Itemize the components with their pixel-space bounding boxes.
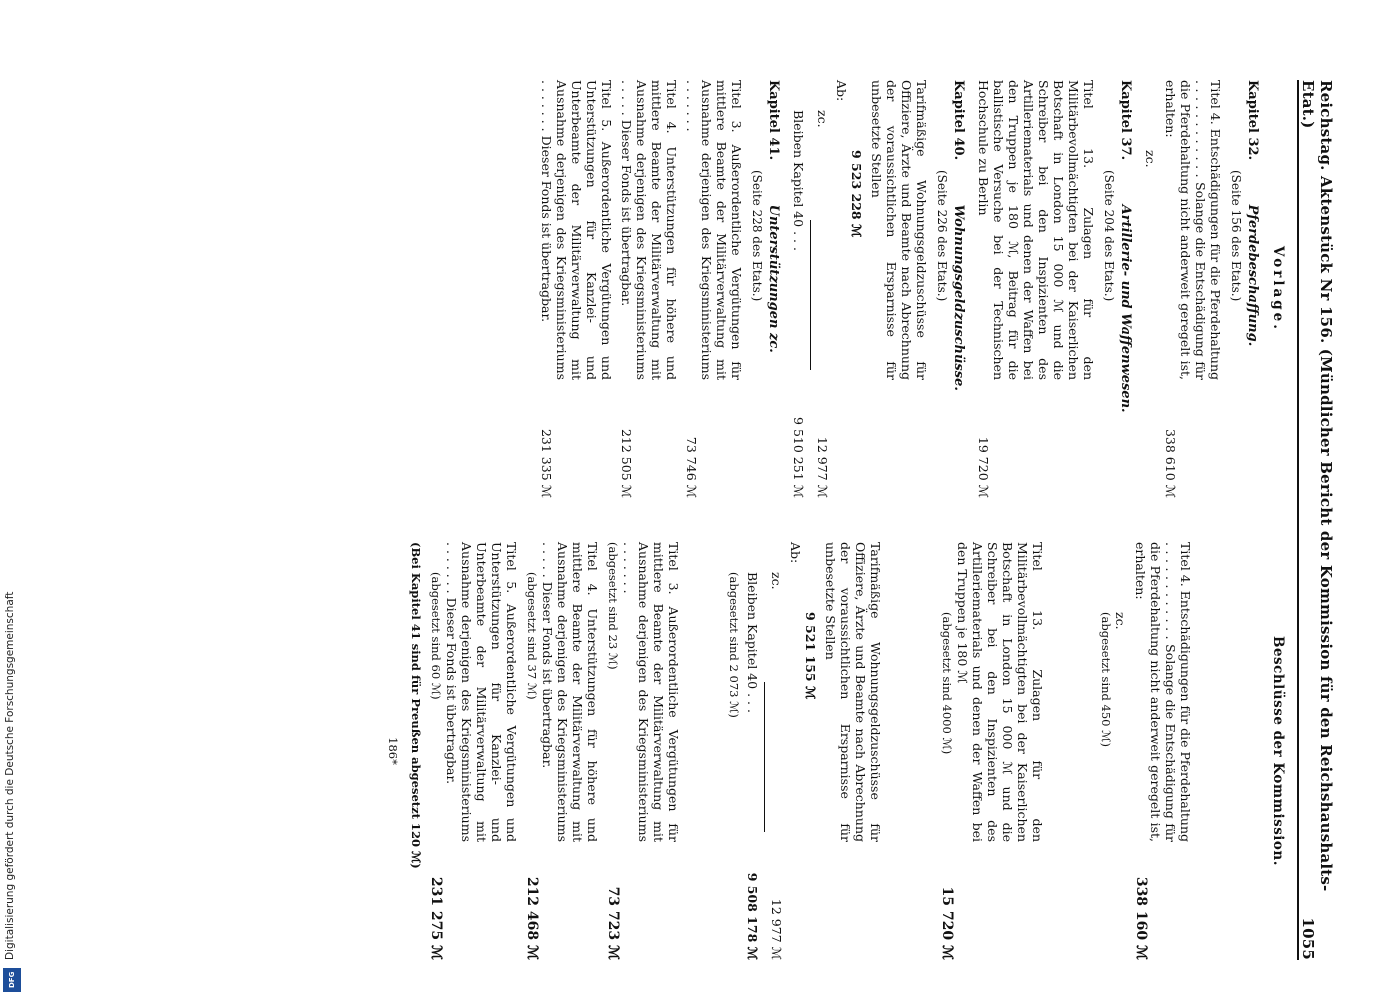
budget-entry — [524, 542, 600, 960]
entry-text: Titel 4. Unterstützungen für höhere und mittlere Beamte der Militärverwaltung mit Ausnahme derjenigen des Kriegsministeriums . . . . . Dieser Fonds ist übertragbar. — [619, 80, 679, 380]
kapitel-heading: Kapitel 41. Unterstützungen zc. — [766, 80, 781, 353]
dfg-logo-icon: DFG — [3, 968, 21, 992]
entry-text: Tarifmäßige Wohnungsgeldzuschüsse für Offiziere, Ärzte und Beamte nach Abrechnung der voraussichtlichen Ersparnisse für unbesetzte Stellen — [869, 80, 929, 380]
footer-credit-text: Digitalisierung gefördert durch die Deutsche Forschungsgemeinschaft — [4, 591, 16, 960]
page-number: 1055 — [1299, 917, 1317, 960]
budget-entry — [976, 80, 1096, 498]
total-row — [791, 80, 806, 498]
deduction-note: (abgesetzt sind 2 073 ℳ) — [727, 572, 741, 718]
deduction-value: 12 977 ℳ — [815, 436, 830, 498]
entry-text: Titel 4. Entschädigungen für die Pferdehaltung . . . . . . . . . . . . Solange die Entschädigung für die Pferdehaltung nicht anderweit geregelt ist, erhalten: — [1133, 542, 1193, 842]
entry-text: Titel 3. Außerordentliche Vergütungen für mittlere Beamte der Militärverwaltung mit Ausnahme derjenigen des Kriegsministeriums . . . . . . . — [684, 80, 744, 380]
entry-text: Titel 5. Außerordentliche Vergütungen und Unterstützungen für Kanzlei- und Unterbeamte der Militärverwaltung mit Ausnahme derjenigen des Kriegsministeriums . . . . . . . Dieser Fonds ist übertragbar. — [539, 80, 614, 380]
deduction-note: (abgesetzt sind 60 ℳ) — [429, 572, 443, 700]
deduction-row: zc. 12 977 ℳ — [815, 110, 830, 498]
kapitel-heading: Kapitel 32. Pferdebeschaffung. — [1245, 80, 1260, 347]
entry-text: Titel 5. Außerordentliche Vergütungen und Unterstützungen für Kanzlei- und Unterbeamte der Militärverwaltung mit Ausnahme derjenigen des Kriegsministeriums . . . . . . . Dieser Fonds ist übertragbar. (abgesetzt sind 60 ℳ) — [429, 542, 519, 842]
total-label: Bleiben Kapitel 40 . . . — [745, 572, 760, 713]
budget-entry — [869, 80, 929, 498]
deduction-note: (abgesetzt sind 37 ℳ) — [525, 572, 539, 700]
subtotal: 9 523 228 ℳ — [849, 150, 864, 238]
deduction-row: zc. 12 977 ℳ — [769, 572, 784, 960]
ab-label: Ab: — [788, 542, 803, 564]
deduction-note: (abgesetzt sind 4000 ℳ) — [940, 612, 954, 755]
seite-reference: (Seite 226 des Etats.) — [935, 170, 949, 302]
entry-amount: 338 610 ℳ — [1163, 428, 1178, 498]
budget-entry — [684, 80, 744, 498]
entry-amount: 73 746 ℳ — [684, 436, 699, 498]
budget-entry — [1133, 542, 1193, 960]
entry-amount: 19 720 ℳ — [976, 436, 991, 498]
seite-reference: (Seite 156 des Etats.) — [1229, 170, 1243, 302]
entry-amount: 231 275 ℳ — [428, 876, 444, 960]
deduction-note: (abgesetzt sind 450 ℳ) — [1099, 612, 1113, 747]
subtotal: 9 521 155 ℳ — [803, 612, 818, 700]
entry-text: Titel 13. Zulagen für den Militärbevollmächtigten bei der Kaiserlichen Botschaft in London 15 000 ℳ und die Schreiber bei den Inspizienten des Artilleriematerials und denen der Waffen bei den Truppen je 180 ℳ, Beitrag für die ballistische Versuche bei der Technischen Hochschule zu Berlin — [976, 80, 1096, 380]
etc-mark: zc. — [1113, 612, 1128, 630]
digitization-footer — [0, 0, 26, 1000]
seite-reference: (Seite 228 des Etats.) — [750, 170, 764, 302]
sum-rule — [764, 682, 765, 832]
entry-text: Titel 3. Außerordentliche Vergütungen für mittlere Beamte der Militärverwaltung mit Ausnahme derjenigen des Kriegsministeriums . . . . . . . (abgesetzt sind 23 ℳ) — [606, 542, 681, 842]
deduction-note: (abgesetzt sind 23 ℳ) — [606, 542, 620, 670]
signature-mark: 186* — [386, 737, 400, 765]
kapitel-heading: Kapitel 40. Wohnungsgeldzuschüsse. — [951, 80, 966, 391]
entry-amount: 73 723 ℳ — [605, 886, 621, 960]
kapitel-total-note: (Bei Kapitel 41 sind für Preußen abgesetzt 120 ℳ) — [409, 542, 423, 869]
entry-amount: 231 335 ℳ — [539, 428, 554, 498]
entry-text: Titel 4. Entschädigungen für die Pferdehaltung . . . . . . . . . . . . Solange die Entschädigung für die Pferdehaltung nicht anderweit geregelt ist, erhalten: — [1163, 80, 1223, 380]
total-amount: 9 508 178 ℳ — [745, 872, 760, 960]
column-heading-beschluesse: Beschlüsse der Kommission. — [1270, 636, 1286, 866]
deduction-value: 12 977 ℳ — [769, 898, 784, 960]
page-header-title: Reichstag. Aktenstück Nr 156. (Mündlicher Bericht der Kommission für den Reichshaushalts-Etat.) — [1299, 80, 1335, 892]
entry-text: Titel 4. Unterstützungen für höhere und mittlere Beamte der Militärverwaltung mit Ausnahme derjenigen des Kriegsministeriums . . . . . Dieser Fonds ist übertragbar. (abgesetzt sind 37 ℳ) — [525, 542, 600, 842]
kapitel-heading: Kapitel 37. Artillerie- und Waffenwesen. — [1118, 80, 1133, 413]
total-row — [745, 542, 760, 960]
entry-text: Tarifmäßige Wohnungsgeldzuschüsse für Offiziere, Ärzte und Beamte nach Abrechnung der voraussichtlichen Ersparnisse für unbesetzte Stellen — [823, 542, 883, 842]
budget-entry — [823, 542, 883, 960]
etc-mark: zc. — [1143, 150, 1158, 168]
column-vorlage — [534, 80, 1289, 498]
budget-entry — [605, 542, 681, 960]
seite-reference: (Seite 204 des Etats.) — [1102, 170, 1116, 302]
page-header — [1297, 80, 1335, 960]
entry-text: Titel 13. Zulagen für den Militärbevollmächtigten bei der Kaiserlichen Botschaft in London 15 000 ℳ und die Schreiber bei den Inspizienten des Artilleriematerials und denen der Waffen bei den Truppen je 180 ℳ (abgesetzt sind 4000 ℳ) — [940, 542, 1045, 842]
ab-label: Ab: — [834, 80, 849, 102]
budget-entry — [1163, 80, 1223, 498]
column-heading-vorlage: Vorlage. — [1270, 246, 1286, 332]
scanned-page — [145, 80, 1335, 960]
column-beschluesse — [385, 542, 1289, 960]
budget-entry — [939, 542, 1045, 960]
budget-entry — [539, 80, 614, 498]
entry-amount: 15 720 ℳ — [939, 886, 955, 960]
budget-entry — [428, 542, 519, 960]
entry-amount: 338 160 ℳ — [1133, 876, 1149, 960]
entry-amount: 212 505 ℳ — [619, 428, 634, 498]
total-label: Bleiben Kapitel 40 . . . — [791, 110, 806, 251]
total-amount: 9 510 251 ℳ — [791, 417, 806, 498]
entry-amount: 212 468 ℳ — [524, 876, 540, 960]
sum-rule — [810, 220, 811, 370]
budget-entry — [619, 80, 679, 498]
